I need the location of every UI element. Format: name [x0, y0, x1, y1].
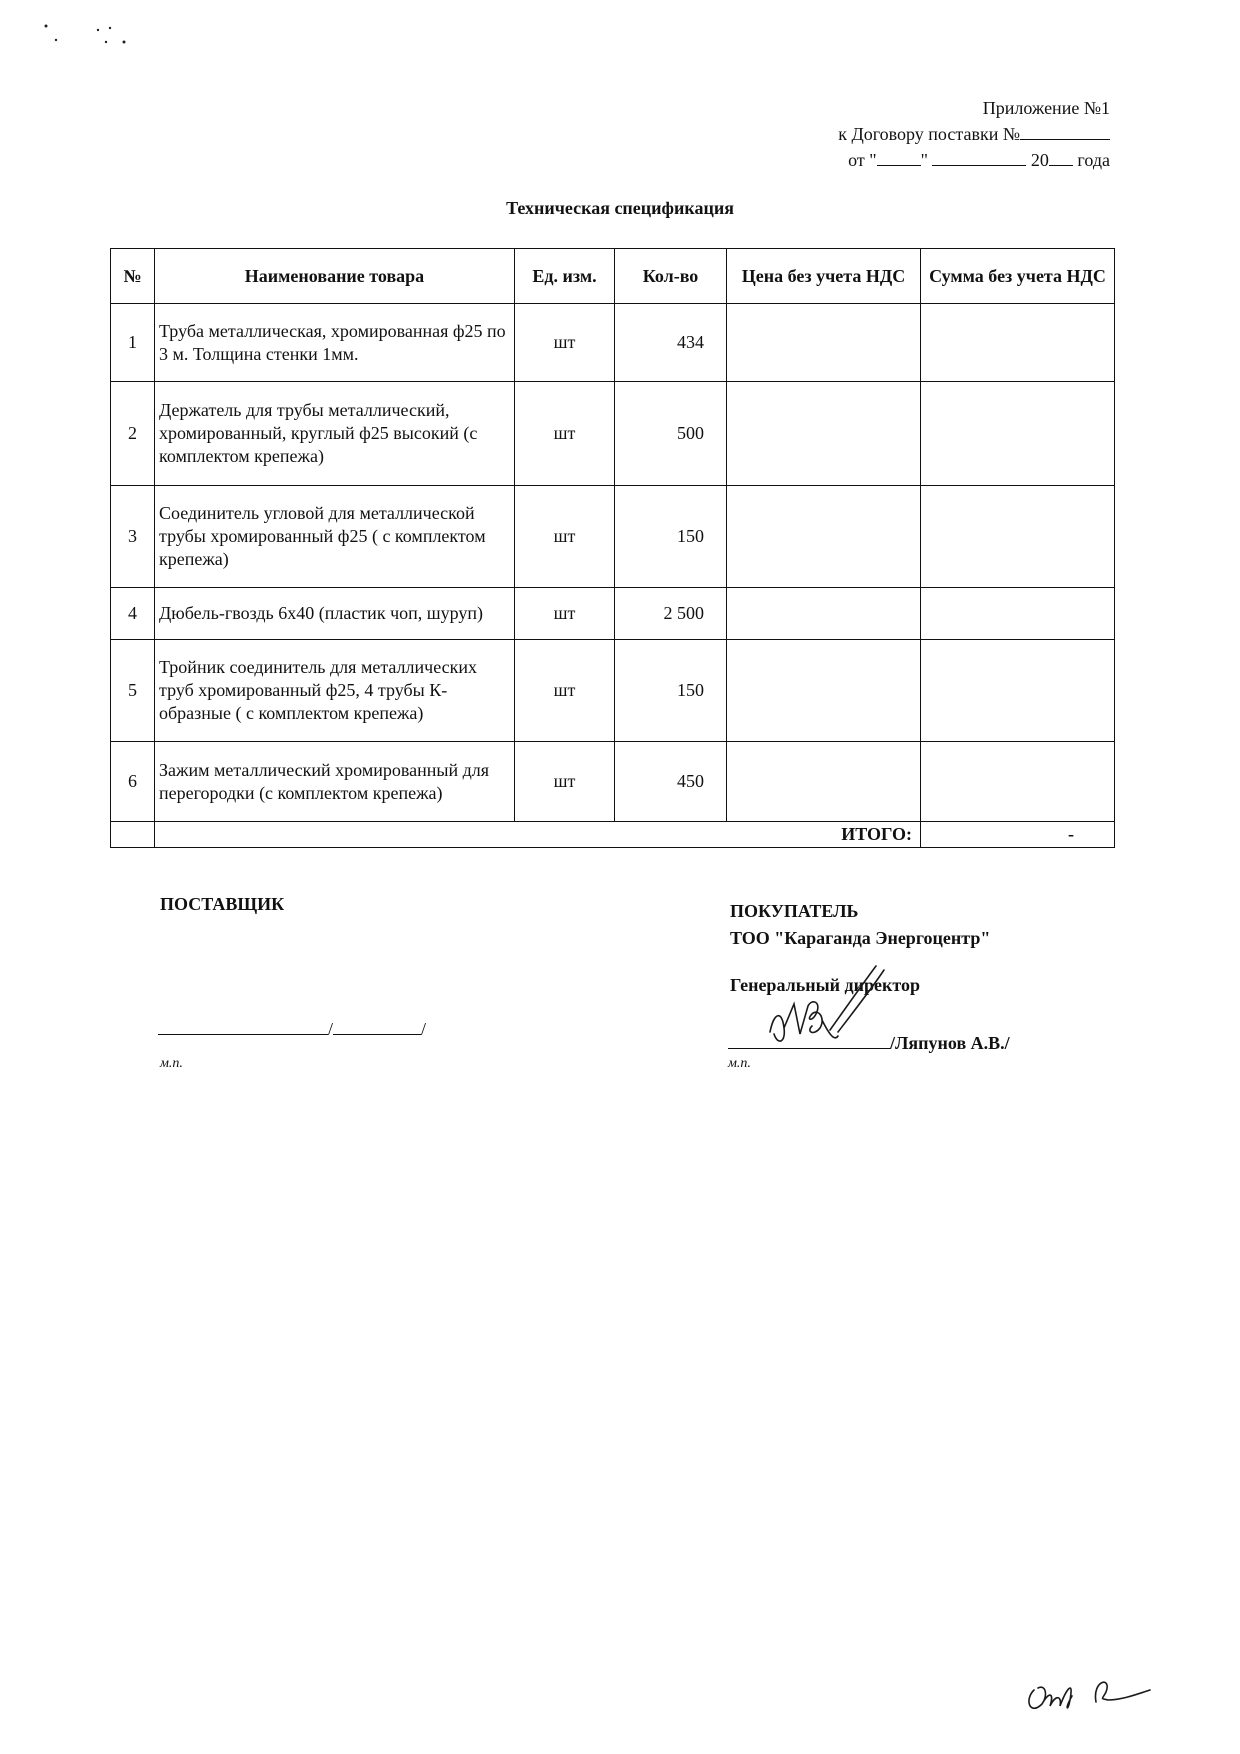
row-price — [727, 382, 921, 486]
row-unit: шт — [515, 640, 615, 742]
table-row — [111, 588, 1115, 640]
row-price — [727, 588, 921, 640]
header-qty: Кол-во — [615, 249, 727, 304]
row-qty: 150 — [615, 640, 727, 742]
row-qty: 2 500 — [615, 588, 727, 640]
initials-signature — [1020, 1660, 1170, 1720]
table-header-row — [111, 249, 1115, 304]
row-sum — [921, 588, 1115, 640]
header-price: Цена без учета НДС — [727, 249, 921, 304]
buyer-block — [730, 898, 990, 952]
buyer-heading: ПОКУПАТЕЛЬ — [730, 901, 859, 921]
row-unit: шт — [515, 382, 615, 486]
buyer-signatory: /Ляпунов А.В./ — [890, 1033, 1010, 1053]
row-name: Тройник соединитель для металлических труб хромированный ф25, 4 трубы К-образные ( с комплектом крепежа) — [155, 640, 515, 742]
row-name: Труба металлическая, хромированная ф25 по 3 м. Толщина стенки 1мм. — [155, 304, 515, 382]
table-row — [111, 486, 1115, 588]
row-sum — [921, 304, 1115, 382]
table-row — [111, 304, 1115, 382]
row-qty: 450 — [615, 742, 727, 822]
annex-date: от " " 20 года — [838, 147, 1110, 173]
row-num: 5 — [111, 640, 155, 742]
table-row — [111, 640, 1115, 742]
row-name: Дюбель-гвоздь 6х40 (пластик чоп, шуруп) — [155, 588, 515, 640]
row-num: 4 — [111, 588, 155, 640]
specification-table — [110, 248, 1115, 848]
total-label: ИТОГО: — [155, 822, 921, 848]
row-sum — [921, 382, 1115, 486]
director-signature — [760, 962, 920, 1062]
row-qty: 434 — [615, 304, 727, 382]
annex-header — [838, 96, 1110, 173]
scan-specks — [36, 20, 156, 60]
row-sum — [921, 742, 1115, 822]
row-unit: шт — [515, 304, 615, 382]
buyer-position: Генеральный директор — [730, 975, 920, 995]
header-num: № — [111, 249, 155, 304]
supplier-stamp-place: м.п. — [160, 1056, 183, 1071]
row-name: Соединитель угловой для металлической трубы хромированный ф25 ( с комплектом крепежа) — [155, 486, 515, 588]
row-price — [727, 486, 921, 588]
annex-number: Приложение №1 — [982, 98, 1110, 118]
row-sum — [921, 640, 1115, 742]
row-num: 2 — [111, 382, 155, 486]
table-row — [111, 742, 1115, 822]
row-num: 6 — [111, 742, 155, 822]
header-sum: Сумма без учета НДС — [921, 249, 1115, 304]
row-num: 1 — [111, 304, 155, 382]
table-row — [111, 382, 1115, 486]
supplier-signature-line: / / — [158, 1016, 426, 1040]
row-name: Зажим металлический хромированный для перегородки (с комплектом крепежа) — [155, 742, 515, 822]
row-price — [727, 640, 921, 742]
row-qty: 150 — [615, 486, 727, 588]
buyer-stamp-place: м.п. — [728, 1056, 751, 1071]
total-value: - — [921, 822, 1115, 848]
row-unit: шт — [515, 486, 615, 588]
document-title: Техническая спецификация — [506, 198, 734, 218]
row-price — [727, 304, 921, 382]
row-num: 3 — [111, 486, 155, 588]
row-sum — [921, 486, 1115, 588]
row-qty: 500 — [615, 382, 727, 486]
annex-contract-ref: к Договору поставки № — [838, 121, 1110, 147]
buyer-company: ТОО "Караганда Энергоцентр" — [730, 928, 991, 948]
row-unit: шт — [515, 588, 615, 640]
row-name: Держатель для трубы металлический, хромированный, круглый ф25 высокий (с комплектом крепежа) — [155, 382, 515, 486]
supplier-heading: ПОСТАВЩИК — [160, 894, 285, 914]
row-price — [727, 742, 921, 822]
row-unit: шт — [515, 742, 615, 822]
total-row — [111, 822, 1115, 848]
header-name: Наименование товара — [155, 249, 515, 304]
header-unit: Ед. изм. — [515, 249, 615, 304]
